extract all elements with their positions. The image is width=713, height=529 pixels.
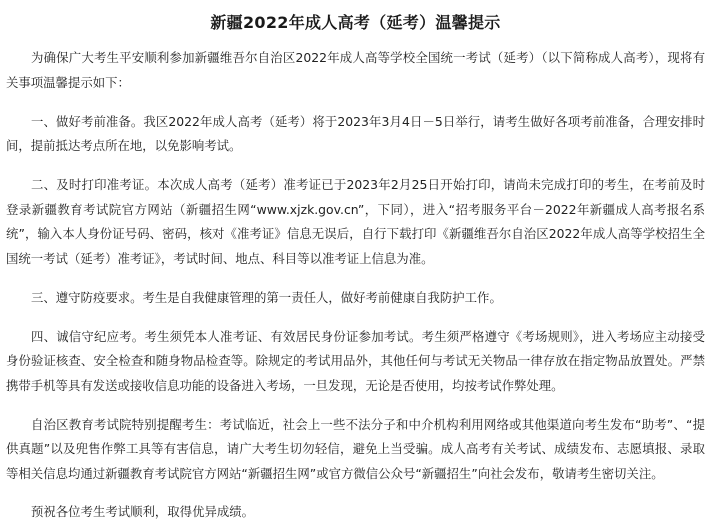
intro-paragraph: 为确保广大考生平安顺利参加新疆维吾尔自治区2022年成人高等学校全国统一考试（延考）（以下简称成人高考），现将有关事项温馨提示如下： xyxy=(6,50,705,90)
fraud-warning-paragraph: 自治区教育考试院特别提醒考生：考试临近，社会上一些不法分子和中介机构利用网络或其他渠道向考生发布“助考”、“提供真题”以及兜售作弊工具等有害信息，请广大考生切勿轻信，避免上当受骗。成人高考有关考试、成绩发布、志愿填报、录取等相关信息均通过新疆教育考试院官方网站“新疆招生网”或官方微信公众号“新疆招生”向社会发布，敬请考生密切关注。 xyxy=(6,416,705,481)
epidemic-prevention-paragraph: 三、遵守防疫要求。考生是自我健康管理的第一责任人，做好考前健康自我防护工作。 xyxy=(31,289,502,305)
admission-ticket-paragraph: 二、及时打印准考证。本次成人高考（延考）准考证已于2023年2月25日开始打印，请尚未完成打印的考生，在考前及时登录新疆教育考试院官方网站（新疆招生网“www.xjzk.gov.cn”，下同），进入“招考服务平台－2022年新疆成人高考报名系统”，输入本人身份证号码、密码，核对《准考证》信息无误后，自行下载打印《新疆维吾尔自治区2022年成人高等学校招生全国统一考试（延考）准考证》，考试时间、地点、科目等以准考证上信息为准。 xyxy=(6,177,705,266)
closing-paragraph: 预祝各位考生考试顺利，取得优异成绩。 xyxy=(31,504,255,519)
integrity-paragraph: 四、诚信守纪应考。考生须凭本人准考证、有效居民身份证参加考试。考生须严格遵守《考场规则》，进入考场应主动接受身份验证核查、安全检查和随身物品检查等。除规定的考试用品外，其他任何与考试无关物品一律存放在指定物品放置处。严禁携带手机等具有发送或接收信息功能的设备进入考场，一旦发现，无论是否使用，均按考试作弊处理。 xyxy=(6,328,705,393)
exam-preparation-paragraph: 一、做好考前准备。我区2022年成人高考（延考）将于2023年3月4日－5日举行，请考生做好各项考前准备，合理安排时间，提前抵达考点所在地，以免影响考试。 xyxy=(6,113,705,153)
notice-title: 新疆2022年成人高考（延考）温馨提示 xyxy=(210,13,501,32)
